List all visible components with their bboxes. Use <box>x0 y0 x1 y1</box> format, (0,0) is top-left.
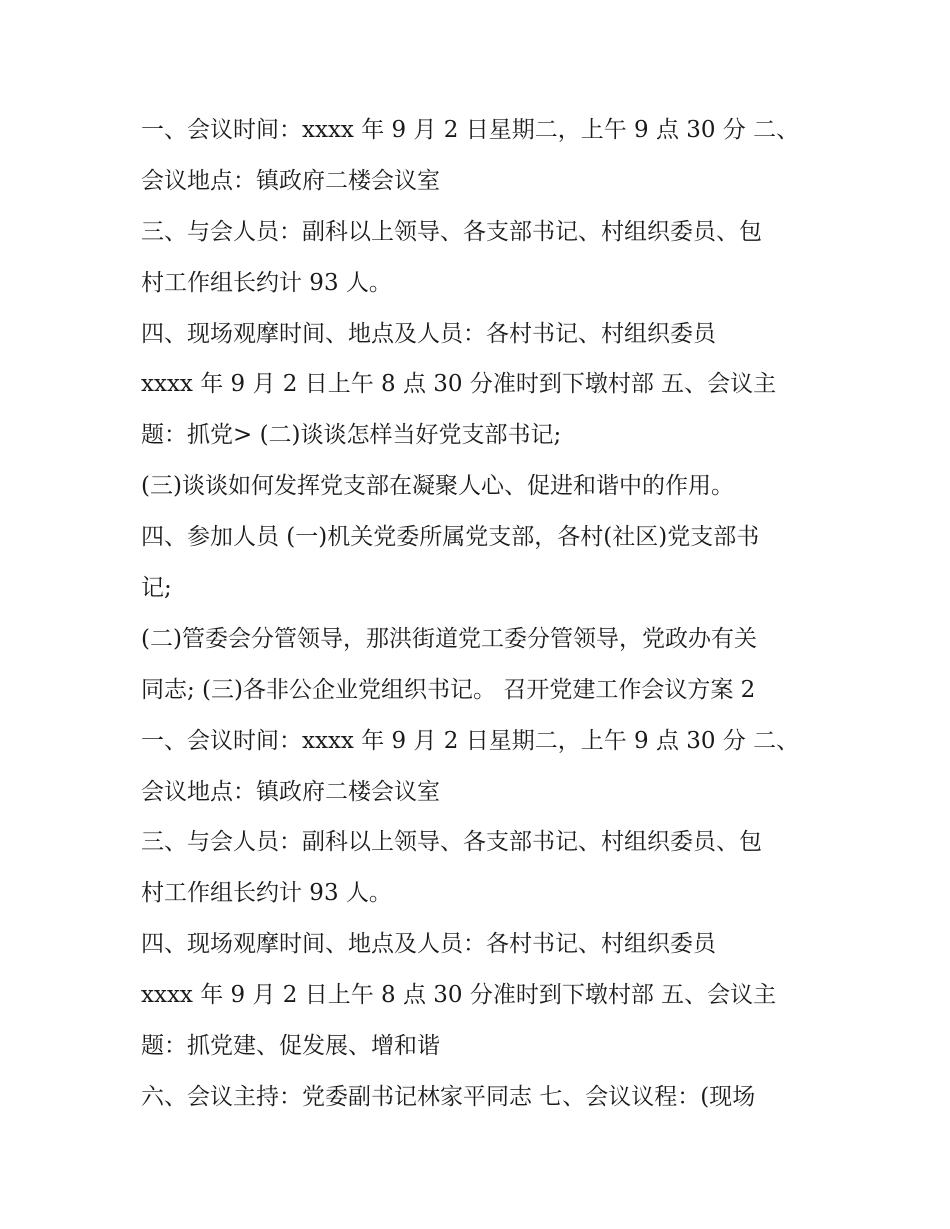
text-line: 会议地点：镇政府二楼会议室 <box>141 167 440 194</box>
text-line: xxxx 年 9 月 2 日上午 8 点 30 分准时到下墩村部 五、会议主 <box>141 371 777 398</box>
text-line: 村工作组长约计 93 人。 <box>141 269 392 296</box>
text-line: 题：抓党建、促发展、增和谐 <box>141 1033 440 1060</box>
text-line: 四、现场观摩时间、地点及人员：各村书记、村组织委员 <box>141 931 716 958</box>
text-line: 同志; (三)各非公企业党组织书记。 召开党建工作会议方案 2 <box>141 676 756 703</box>
text-line: 六、会议主持：党委副书记林家平同志 七、会议议程：(现场 <box>141 1083 756 1110</box>
text-line: 村工作组长约计 93 人。 <box>141 880 392 907</box>
text-line: (二)管委会分管领导，那洪街道党工委分管领导，党政办有关 <box>141 625 757 652</box>
text-line: 四、现场观摩时间、地点及人员：各村书记、村组织委员 <box>141 320 716 347</box>
text-line: 一、会议时间：xxxx 年 9 月 2 日星期二，上午 9 点 30 分 二、 <box>141 727 800 754</box>
text-line: 题：抓党> (二)谈谈怎样当好党支部书记; <box>141 422 562 449</box>
text-line: 四、参加人员 (一)机关党委所属党支部，各村(社区)党支部书 <box>141 524 760 551</box>
text-line: (三)谈谈如何发挥党支部在凝聚人心、促进和谐中的作用。 <box>141 473 734 500</box>
text-line: 一、会议时间：xxxx 年 9 月 2 日星期二，上午 9 点 30 分 二、 <box>141 117 800 143</box>
text-line: xxxx 年 9 月 2 日上午 8 点 30 分准时到下墩村部 五、会议主 <box>141 982 777 1009</box>
text-line: 会议地点：镇政府二楼会议室 <box>141 778 440 805</box>
text-line: 记; <box>141 575 172 602</box>
text-line: 三、与会人员：副科以上领导、各支部书记、村组织委员、包 <box>141 829 762 856</box>
text-line: 三、与会人员：副科以上领导、各支部书记、村组织委员、包 <box>141 218 762 245</box>
document-body <box>141 105 821 1123</box>
